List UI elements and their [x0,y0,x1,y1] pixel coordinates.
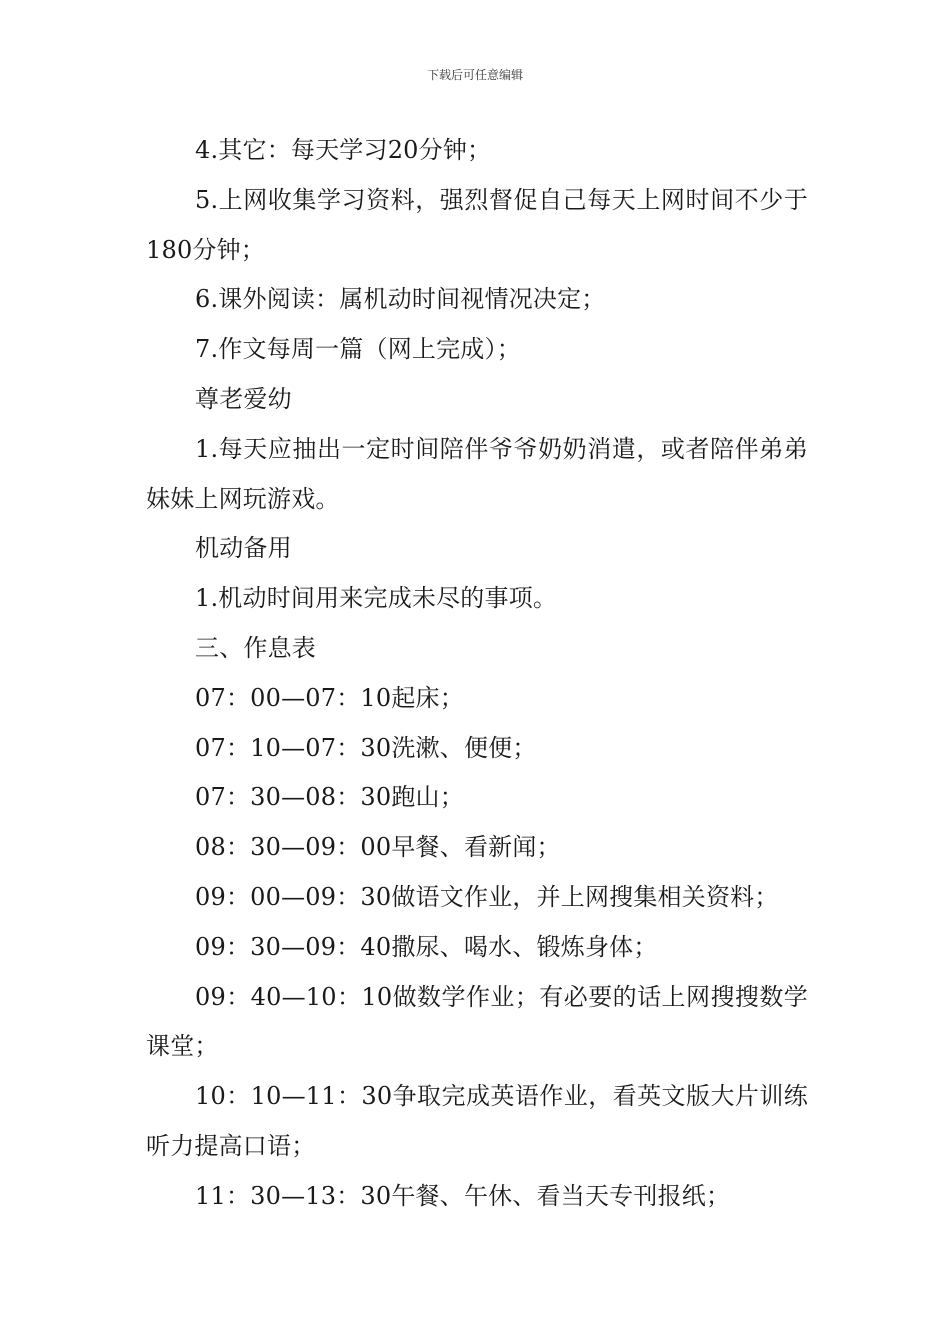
schedule-item-wash: 07：10—07：30洗漱、便便； [195,733,537,762]
schedule-item-math-homework: 09：40—10：10做数学作业；有必要的话上网搜搜数学课堂； [146,982,808,1061]
paragraph-accompany-family: 1.每天应抽出一定时间陪伴爷爷奶奶消遣，或者陪伴弟弟妹妹上网玩游戏。 [146,434,808,513]
section-heading-respect-elders: 尊老爱幼 [195,384,292,413]
schedule-item-chinese-homework: 09：00—09：30做语文作业，并上网搜集相关资料； [195,882,779,911]
paragraph-weekly-essay: 7.作文每周一篇（网上完成）； [195,335,521,364]
schedule-item-lunch: 11：30—13：30午餐、午休、看当天专刊报纸； [195,1181,731,1210]
schedule-item-run: 07：30—08：30跑山； [195,783,464,812]
section-heading-flexible: 机动备用 [195,534,292,563]
schedule-item-break: 09：30—09：40撒尿、喝水、锻炼身体； [195,932,658,961]
paragraph-online-materials: 5.上网收集学习资料，强烈督促自己每天上网时间不少于180分钟； [146,185,808,264]
paragraph-extracurricular-reading: 6.课外阅读：属机动时间视情况决定； [195,285,606,314]
section-heading-schedule: 三、作息表 [195,633,316,662]
schedule-item-breakfast: 08：30—09：00早餐、看新闻； [195,833,561,862]
schedule-item-english-homework: 10：10—11：30争取完成英语作业，看英文版大片训练听力提高口语； [146,1082,808,1160]
paragraph-other-study: 4.其它：每天学习20分钟； [195,136,492,164]
paragraph-flexible-time: 1.机动时间用来完成未尽的事项。 [195,584,558,613]
page-header: 下载后可任意编辑 [426,68,523,82]
document-body [146,126,808,1222]
schedule-item-wake-up: 07：00—07：10起床； [195,683,464,712]
